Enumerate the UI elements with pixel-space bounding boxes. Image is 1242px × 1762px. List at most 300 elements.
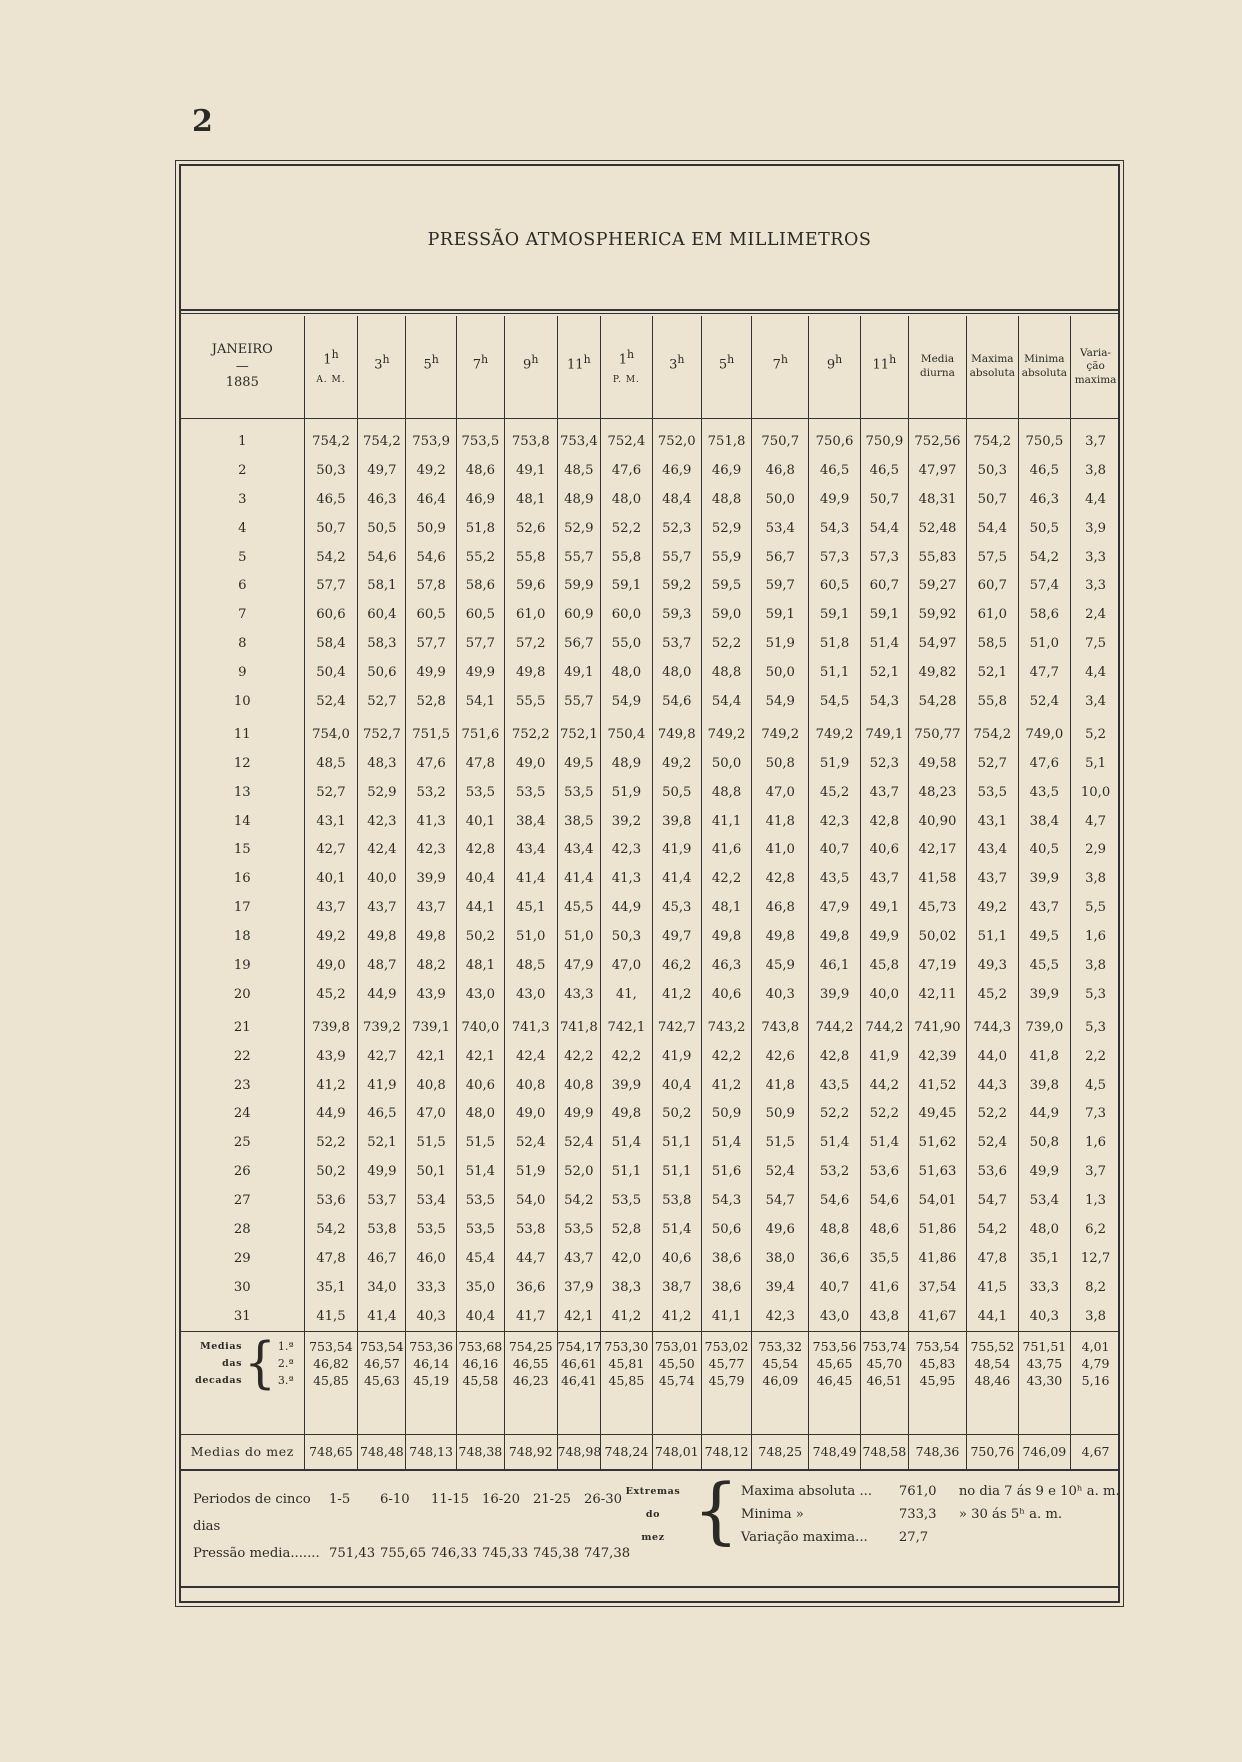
header-hour: 7$^h$ [456, 316, 504, 419]
value-cell: 42,4 [504, 1042, 557, 1071]
decade-mean-cell [752, 1331, 809, 1434]
value-cell: 1,3 [1071, 1186, 1120, 1215]
value-cell: 39,9 [809, 980, 860, 1009]
value-cell: 51,86 [908, 1215, 966, 1244]
value-cell: 55,8 [601, 543, 652, 572]
value-cell: 51,6 [701, 1157, 751, 1186]
value-cell: 52,2 [967, 1099, 1018, 1128]
value-cell: 51,1 [601, 1157, 652, 1186]
value-cell: 37,9 [557, 1273, 601, 1302]
header-year: 1885 [225, 375, 259, 391]
value-cell: 42,2 [701, 1042, 751, 1071]
day-cell: 12 [233, 755, 251, 771]
value-cell: 43,7 [358, 893, 406, 922]
header-dash: — [235, 358, 249, 374]
table-row [181, 687, 1120, 716]
value-cell: 48,3 [358, 749, 406, 778]
pressure-value: 745,38 [533, 1546, 580, 1561]
value-cell: 39,9 [601, 1071, 652, 1100]
value-cell: 47,8 [967, 1244, 1018, 1273]
value-cell: 49,8 [809, 922, 860, 951]
value-cell: 41,58 [908, 864, 966, 893]
value-cell: 38,6 [701, 1244, 751, 1273]
value-cell: 46,9 [701, 456, 751, 485]
value-cell: 54,2 [304, 543, 358, 572]
pressure-value: 746,33 [431, 1546, 478, 1561]
value-cell: 56,7 [752, 543, 809, 572]
value-cell: 3,3 [1071, 543, 1120, 572]
value-cell: 35,1 [1018, 1244, 1071, 1273]
value-cell: 51,62 [908, 1128, 966, 1157]
pressure-label: Pressão media....... [193, 1546, 320, 1561]
value-cell: 41,0 [752, 835, 809, 864]
value-cell: 753,8 [504, 419, 557, 456]
value-cell: 59,9 [557, 571, 601, 600]
table-row [181, 600, 1120, 629]
value-cell: 49,9 [860, 922, 908, 951]
value-cell: 37,54 [908, 1273, 966, 1302]
value-cell: 41,8 [1018, 1042, 1071, 1071]
value-cell: 5,3 [1071, 1009, 1120, 1042]
value-cell: 55,5 [504, 687, 557, 716]
value-cell: 40,4 [456, 864, 504, 893]
value-cell: 55,7 [557, 687, 601, 716]
value-cell: 42,3 [358, 807, 406, 836]
pressure-value: 755,65 [380, 1546, 427, 1561]
value-cell: 51,4 [860, 1128, 908, 1157]
value-cell: 49,2 [406, 456, 456, 485]
pressure-value: 751,43 [329, 1546, 376, 1561]
value-cell: 54,5 [809, 687, 860, 716]
value-cell: 59,27 [908, 571, 966, 600]
value-cell: 50,5 [652, 778, 701, 807]
day-cell: 20 [233, 986, 251, 1002]
value-cell: 58,1 [358, 571, 406, 600]
value-cell: 33,3 [1018, 1273, 1071, 1302]
value-cell: 47,6 [601, 456, 652, 485]
value-cell: 52,9 [701, 514, 751, 543]
value-cell: 749,2 [809, 716, 860, 749]
value-cell: 47,0 [601, 951, 652, 980]
value-cell: 7,5 [1071, 629, 1120, 658]
value-cell: 51,5 [456, 1128, 504, 1157]
decade-mean-value: 46,09 [762, 1372, 799, 1388]
decade-mean-value: 45,50 [658, 1355, 695, 1371]
value-cell: 48,0 [601, 658, 652, 687]
value-cell: 2,4 [1071, 600, 1120, 629]
extremes-label: Extremas do mez [625, 1486, 681, 1543]
month-mean-cell: 748,48 [358, 1434, 406, 1470]
value-cell: 56,7 [557, 629, 601, 658]
value-cell: 51,0 [557, 922, 601, 951]
value-cell: 57,7 [456, 629, 504, 658]
decade-mean-value: 755,52 [970, 1338, 1015, 1354]
value-cell: 44,9 [304, 1099, 358, 1128]
pressure-row [193, 1540, 635, 1567]
value-cell: 749,8 [652, 716, 701, 749]
value-cell: 55,7 [557, 543, 601, 572]
value-cell: 52,9 [358, 778, 406, 807]
value-cell: 43,3 [557, 980, 601, 1009]
value-cell: 34,0 [358, 1273, 406, 1302]
decade-mean-value: 45,79 [708, 1372, 745, 1388]
value-cell: 47,0 [752, 778, 809, 807]
value-cell: 750,9 [860, 419, 908, 456]
value-cell: 49,7 [358, 456, 406, 485]
decade-mean-value: 753,01 [654, 1338, 699, 1354]
value-cell: 53,6 [304, 1186, 358, 1215]
decade-mean-value: 753,54 [915, 1338, 960, 1354]
value-cell: 48,5 [504, 951, 557, 980]
extreme-min: Minima » 733,3 » 30 ás 5ʰ a. m. [740, 1507, 1063, 1522]
value-cell: 750,4 [601, 716, 652, 749]
value-cell: 59,2 [652, 571, 701, 600]
value-cell: 43,0 [456, 980, 504, 1009]
value-cell: 752,1 [557, 716, 601, 749]
value-cell: 45,5 [1018, 951, 1071, 980]
value-cell: 40,6 [652, 1244, 701, 1273]
value-cell: 50,0 [752, 485, 809, 514]
decade-mean-cell [967, 1331, 1018, 1434]
value-cell: 41,9 [358, 1071, 406, 1100]
value-cell: 43,7 [1018, 893, 1071, 922]
value-cell: 47,8 [456, 749, 504, 778]
table-row [181, 1071, 1120, 1100]
period: 1-5 [329, 1492, 351, 1507]
table-row [181, 456, 1120, 485]
pressure-table [181, 316, 1120, 1471]
value-cell: 44,2 [860, 1071, 908, 1100]
value-cell: 49,5 [557, 749, 601, 778]
decade-mean-value: 45,58 [462, 1372, 499, 1388]
value-cell: 742,7 [652, 1009, 701, 1042]
value-cell: 52,6 [504, 514, 557, 543]
value-cell: 42,7 [304, 835, 358, 864]
table-row [181, 807, 1120, 836]
value-cell: 52,7 [304, 778, 358, 807]
decade-mean-value: 46,16 [462, 1355, 499, 1371]
decade-mean-value: 753,30 [604, 1338, 649, 1354]
value-cell: 60,5 [456, 600, 504, 629]
value-cell: 751,5 [406, 716, 456, 749]
value-cell: 752,4 [601, 419, 652, 456]
value-cell: 3,8 [1071, 864, 1120, 893]
value-cell: 753,9 [406, 419, 456, 456]
table-row [181, 922, 1120, 951]
value-cell: 3,8 [1071, 951, 1120, 980]
value-cell: 54,3 [860, 687, 908, 716]
decade-mean-value: 46,55 [512, 1355, 549, 1371]
month-mean-cell: 748,98 [557, 1434, 601, 1470]
value-cell: 39,4 [752, 1273, 809, 1302]
value-cell: 59,5 [701, 571, 751, 600]
value-cell: 52,4 [504, 1128, 557, 1157]
decade-mean-value: 753,68 [458, 1338, 503, 1354]
value-cell: 53,8 [504, 1215, 557, 1244]
header-hour: 9$^h$ [504, 316, 557, 419]
value-cell: 39,2 [601, 807, 652, 836]
decade-mean-value: 753,02 [704, 1338, 749, 1354]
decade-mean-value: 45,81 [608, 1355, 645, 1371]
decade-mean-value: 46,61 [560, 1355, 597, 1371]
decade-mean-value: 751,51 [1022, 1338, 1067, 1354]
value-cell: 744,2 [809, 1009, 860, 1042]
decade-mean-cell [1018, 1331, 1071, 1434]
value-cell: 7,3 [1071, 1099, 1120, 1128]
value-cell: 59,6 [504, 571, 557, 600]
month-mean-cell: 748,58 [860, 1434, 908, 1470]
value-cell: 59,0 [701, 600, 751, 629]
value-cell: 752,7 [358, 716, 406, 749]
table-row [181, 893, 1120, 922]
value-cell: 46,8 [752, 456, 809, 485]
day-cell: 27 [233, 1193, 251, 1209]
value-cell: 43,1 [304, 807, 358, 836]
value-cell: 59,1 [601, 571, 652, 600]
value-cell: 46,7 [358, 1244, 406, 1273]
value-cell: 49,3 [967, 951, 1018, 980]
value-cell: 52,3 [652, 514, 701, 543]
value-cell: 42,8 [860, 807, 908, 836]
value-cell: 54,3 [809, 514, 860, 543]
table-row [181, 1302, 1120, 1331]
value-cell: 41,86 [908, 1244, 966, 1273]
value-cell: 43,0 [504, 980, 557, 1009]
value-cell: 44,9 [601, 893, 652, 922]
value-cell: 43,4 [504, 835, 557, 864]
value-cell: 48,8 [701, 778, 751, 807]
value-cell: 50,2 [304, 1157, 358, 1186]
value-cell: 50,0 [701, 749, 751, 778]
value-cell: 48,0 [1018, 1215, 1071, 1244]
value-cell: 40,1 [456, 807, 504, 836]
value-cell: 45,9 [752, 951, 809, 980]
value-cell: 742,1 [601, 1009, 652, 1042]
value-cell: 44,0 [967, 1042, 1018, 1071]
day-cell: 14 [233, 813, 251, 829]
value-cell: 57,3 [860, 543, 908, 572]
table-row [181, 658, 1120, 687]
decade-mean-value: 46,41 [560, 1372, 597, 1388]
pressure-value: 747,38 [584, 1546, 631, 1561]
table-inner-frame [179, 164, 1120, 1603]
value-cell: 48,0 [456, 1099, 504, 1128]
value-cell: 41,4 [557, 864, 601, 893]
value-cell: 41,67 [908, 1302, 966, 1331]
value-cell: 44,1 [967, 1302, 1018, 1331]
table-row [181, 1042, 1120, 1071]
value-cell: 40,7 [809, 835, 860, 864]
value-cell: 50,02 [908, 922, 966, 951]
value-cell: 752,56 [908, 419, 966, 456]
value-cell: 51,9 [752, 629, 809, 658]
value-cell: 739,0 [1018, 1009, 1071, 1042]
month-mean-cell: 748,36 [908, 1434, 966, 1470]
value-cell: 53,5 [601, 1186, 652, 1215]
value-cell: 47,8 [304, 1244, 358, 1273]
value-cell: 40,1 [304, 864, 358, 893]
value-cell: 43,9 [406, 980, 456, 1009]
value-cell: 52,4 [967, 1128, 1018, 1157]
value-cell: 51,0 [504, 922, 557, 951]
value-cell: 50,7 [860, 485, 908, 514]
value-cell: 744,3 [967, 1009, 1018, 1042]
value-cell: 39,9 [1018, 864, 1071, 893]
header-minima-absoluta: Minima absoluta [1018, 316, 1071, 419]
decade-mean-value: 46,23 [512, 1372, 549, 1388]
value-cell: 49,7 [652, 922, 701, 951]
value-cell: 750,7 [752, 419, 809, 456]
value-cell: 51,5 [406, 1128, 456, 1157]
value-cell: 59,1 [860, 600, 908, 629]
decade-mean-value: 48,54 [974, 1355, 1011, 1371]
value-cell: 46,2 [652, 951, 701, 980]
decade-mean-value: 45,70 [866, 1355, 903, 1371]
period: 26-30 [584, 1492, 623, 1507]
table-row [181, 1157, 1120, 1186]
value-cell: 41,2 [652, 1302, 701, 1331]
value-cell: 54,6 [860, 1186, 908, 1215]
value-cell: 40,8 [504, 1071, 557, 1100]
value-cell: 48,0 [652, 658, 701, 687]
value-cell: 739,1 [406, 1009, 456, 1042]
five-day-periods [193, 1486, 635, 1567]
table-row [181, 1099, 1120, 1128]
value-cell: 61,0 [504, 600, 557, 629]
value-cell: 49,9 [456, 658, 504, 687]
value-cell: 43,4 [557, 835, 601, 864]
value-cell: 53,4 [1018, 1186, 1071, 1215]
value-cell: 50,3 [967, 456, 1018, 485]
value-cell: 45,3 [652, 893, 701, 922]
value-cell: 54,2 [1018, 543, 1071, 572]
value-cell: 42,17 [908, 835, 966, 864]
table-row [181, 980, 1120, 1009]
table-row [181, 864, 1120, 893]
value-cell: 55,83 [908, 543, 966, 572]
table-row [181, 1128, 1120, 1157]
decade-mean-value: 48,46 [974, 1372, 1011, 1388]
day-cell: 25 [233, 1135, 251, 1151]
value-cell: 58,4 [304, 629, 358, 658]
value-cell: 38,5 [557, 807, 601, 836]
value-cell: 42,7 [358, 1042, 406, 1071]
value-cell: 52,1 [358, 1128, 406, 1157]
value-cell: 739,2 [358, 1009, 406, 1042]
decade-mean-value: 753,32 [758, 1338, 803, 1354]
value-cell: 50,0 [752, 658, 809, 687]
day-cell: 26 [233, 1164, 251, 1180]
value-cell: 744,2 [860, 1009, 908, 1042]
decade-mean-value: 753,74 [862, 1338, 907, 1354]
table-row [181, 543, 1120, 572]
decade-mean-cell [860, 1331, 908, 1434]
table-row [181, 1215, 1120, 1244]
value-cell: 40,5 [1018, 835, 1071, 864]
value-cell: 45,1 [504, 893, 557, 922]
value-cell: 36,6 [809, 1244, 860, 1273]
value-cell: 35,0 [456, 1273, 504, 1302]
value-cell: 53,5 [967, 778, 1018, 807]
value-cell: 50,1 [406, 1157, 456, 1186]
value-cell: 47,7 [1018, 658, 1071, 687]
value-cell: 8,2 [1071, 1273, 1120, 1302]
value-cell: 42,1 [456, 1042, 504, 1071]
value-cell: 38,4 [504, 807, 557, 836]
month-means-label: Medias do mez [181, 1434, 304, 1470]
value-cell: 749,1 [860, 716, 908, 749]
value-cell: 53,6 [860, 1157, 908, 1186]
table-row [181, 571, 1120, 600]
month-extremes [621, 1468, 1120, 1552]
table-frame [175, 160, 1124, 1607]
value-cell: 1,6 [1071, 1128, 1120, 1157]
header-hour: 5$^h$ [701, 316, 751, 419]
decade-mean-value: 45,95 [919, 1372, 956, 1388]
month-mean-cell: 748,92 [504, 1434, 557, 1470]
value-cell: 46,5 [860, 456, 908, 485]
value-cell: 4,5 [1071, 1071, 1120, 1100]
value-cell: 50,3 [601, 922, 652, 951]
decade-mean-cell [809, 1331, 860, 1434]
value-cell: 48,9 [601, 749, 652, 778]
decade-mean-value: 45,54 [762, 1355, 799, 1371]
period: 11-15 [431, 1492, 470, 1507]
value-cell: 48,31 [908, 485, 966, 514]
value-cell: 51,9 [601, 778, 652, 807]
value-cell: 50,5 [1018, 514, 1071, 543]
table-footer [181, 1468, 1120, 1588]
value-cell: 51,9 [504, 1157, 557, 1186]
value-cell: 40,3 [406, 1302, 456, 1331]
value-cell: 42,2 [601, 1042, 652, 1071]
header-hour: 3$^h$ [358, 316, 406, 419]
table-row [181, 1273, 1120, 1302]
value-cell: 47,6 [1018, 749, 1071, 778]
day-cell: 13 [233, 784, 251, 800]
value-cell: 46,9 [456, 485, 504, 514]
value-cell: 741,3 [504, 1009, 557, 1042]
table-row [181, 1244, 1120, 1273]
value-cell: 52,8 [601, 1215, 652, 1244]
value-cell: 50,9 [406, 514, 456, 543]
value-cell: 39,8 [652, 807, 701, 836]
extreme-max: Maxima absoluta ... 761,0 no dia 7 ás 9 e 10ʰ a. m. [740, 1484, 1120, 1499]
day-cell: 29 [233, 1250, 251, 1266]
value-cell: 752,0 [652, 419, 701, 456]
value-cell: 43,5 [1018, 778, 1071, 807]
day-cell: 19 [233, 957, 251, 973]
day-cell: 9 [238, 665, 247, 681]
value-cell: 43,7 [304, 893, 358, 922]
value-cell: 749,2 [701, 716, 751, 749]
value-cell: 54,2 [304, 1215, 358, 1244]
value-cell: 743,2 [701, 1009, 751, 1042]
value-cell: 49,9 [557, 1099, 601, 1128]
value-cell: 51,4 [456, 1157, 504, 1186]
value-cell: 46,5 [358, 1099, 406, 1128]
value-cell: 57,7 [304, 571, 358, 600]
table-row [181, 835, 1120, 864]
value-cell: 43,7 [860, 864, 908, 893]
day-cell: 28 [233, 1221, 251, 1237]
day-cell: 4 [238, 520, 247, 536]
value-cell: 50,2 [456, 922, 504, 951]
header-hour: 5$^h$ [406, 316, 456, 419]
value-cell: 41,3 [406, 807, 456, 836]
value-cell: 48,23 [908, 778, 966, 807]
value-cell: 49,8 [752, 922, 809, 951]
